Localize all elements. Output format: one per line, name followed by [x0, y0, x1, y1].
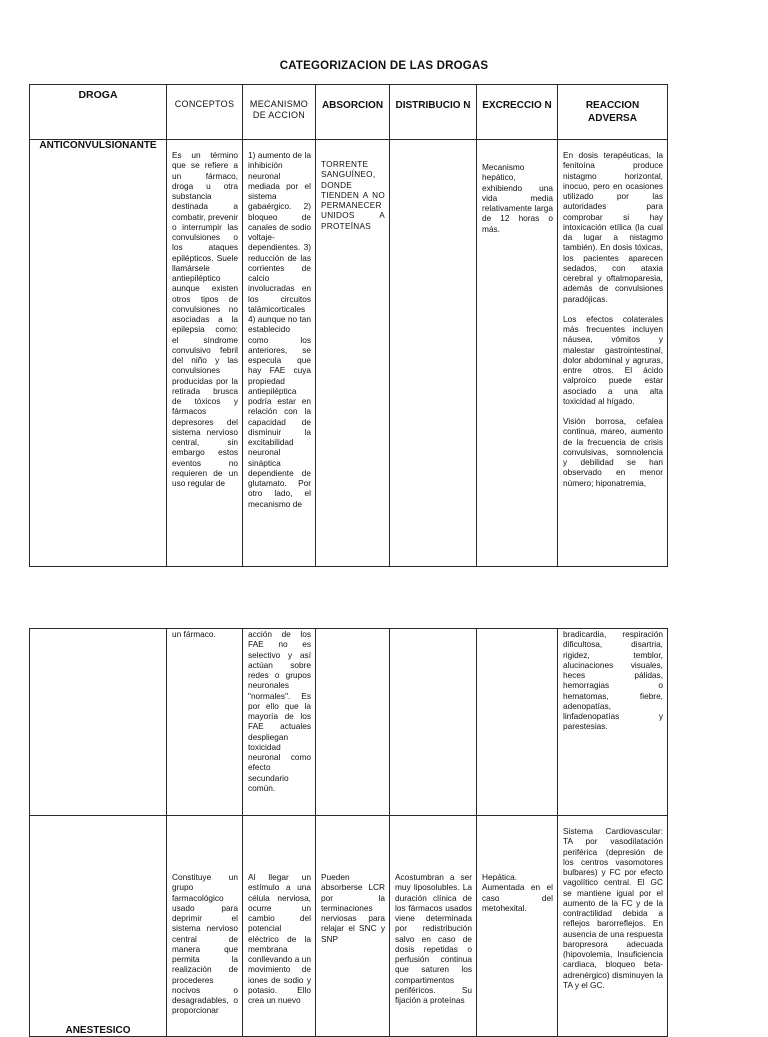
cell-absorcion: TORRENTE SANGUÍNEO, DONDE TIENDEN A NO PERMANECER UNIDOS A PROTEÍNAS — [316, 140, 390, 567]
header-droga: DROGA — [30, 85, 167, 140]
cell-absorcion: Pueden absorberse LCR por la terminaciones nerviosas para relajar el SNC y SNP — [316, 816, 390, 1037]
header-mecanismo: MECANISMO DE ACCION — [243, 85, 316, 140]
cell-conceptos: Constituye un grupo farmacológico usado para deprimir el sistema nervioso central de manera que permita la realización de procederes nocivos o desagradables, o proporcionar — [167, 816, 243, 1037]
cell-conceptos: Es un término que se refiere a un fármaco, droga u otra substancia destinada a combatir, prevenir o interrumpir las convulsiones o los ataques epilépticos. Suele llamársele antiepiléptico aunque existen otros tipos de convulsiones no asociadas a la epilepsia como: el síndrome convulsivo febril del niño y las convulsiones producidas por la retirada brusca de tóxicos y fármacos depresores del sistema nervioso central, sin embargo estos eventos no requieren de un uso regular de — [167, 140, 243, 567]
cell-conceptos: un fármaco. — [167, 629, 243, 816]
reaccion-paragraph: Los efectos colaterales más frecuentes incluyen náusea, vómitos y malestar gastrointestinal, dolor abdominal y agruras, entre otros. El ácido valproico puede estar asociado a una alta toxicidad al hígado. — [563, 313, 663, 406]
header-conceptos: CONCEPTOS — [167, 85, 243, 140]
table-row-anestesico — [30, 816, 668, 1037]
drug-name-anestesico: ANESTESICO — [30, 816, 167, 1037]
cell-excrecion: Mecanismo hepático, exhibiendo una vida media relativamente larga de 12 horas o más. — [477, 140, 558, 567]
drug-name-anticonvulsionante: ANTICONVULSIONANTE — [30, 140, 167, 567]
cell-distribucion — [390, 629, 477, 816]
cell-distribucion — [390, 140, 477, 567]
table-row-anticonvulsionante — [30, 140, 668, 567]
cell-reaccion: bradicardia, respiración dificultosa, disartria, rigidez, temblor, alucinaciones visuales, heces pálidas, hemorragias o hematomas, fiebre, adenopatías, linfadenopatías y parestesias. — [558, 629, 668, 816]
cell-mecanismo: acción de los FAE no es selectivo y así actúan sobre redes o grupos neuronales "normales". Es por ello que la mayoría de los FAE actuales despliegan toxicidad neuronal como efecto secundario común. — [243, 629, 316, 816]
cell-mecanismo: Al llegar un estímulo a una célula nerviosa, ocurre un cambio del potencial eléctrico de la membrana conllevando a un movimiento de iones de sodio y potasio. Ello crea un nuevo — [243, 816, 316, 1037]
drug-table-part-2 — [29, 628, 668, 1037]
drug-name-empty — [30, 629, 167, 816]
header-distribucion: DISTRIBUCIO N — [390, 85, 477, 140]
cell-mecanismo: 1) aumento de la inhibición neuronal mediada por el sistema gabaérgico. 2) bloqueo de canales de sodio voltaje-dependientes. 3) reducción de las corrientes de calcio involucradas en los circuitos talámicorticales 4) aunque no tan establecido como los anteriores, se especula que hay FAE cuya propiedad antiepiléptica podría estar en relación con la capacidad de disminuir la excitabilidad neuronal sináptica dependiente de glutamato. Por otro lado, el mecanismo de — [243, 140, 316, 567]
table-row-anticonvulsionante-cont — [30, 629, 668, 816]
cell-excrecion: Hepática. Aumentada en el caso del metohexital. — [477, 816, 558, 1037]
header-reaccion: REACCION ADVERSA — [558, 85, 668, 140]
cell-absorcion — [316, 629, 390, 816]
cell-distribucion: Acostumbran a ser muy liposolubles. La duración clínica de los fármacos usados viene determinada por redistribución salvo en caso de dosis repetidas o perfusión continua que saturen los compartimentos periféricos. Su fijación a proteínas — [390, 816, 477, 1037]
reaccion-paragraph: En dosis terapéuticas, la fenitoína produce nistagmo horizontal, inocuo, pero en ocasiones utilizado por las autoridades para comprobar si hay intoxicación etílica (la cual da lugar a nistagmo también). En dosis tóxicas, los pacientes aparecen sedados, con ataxia cerebral y oftalmoparesia, además de convulsiones paradójicas. — [563, 150, 663, 304]
reaccion-paragraph: Visión borrosa, cefalea continua, mareo, aumento de la frecuencia de crisis convulsivas, somnolencia y debilidad se han observado en menor número; hiponatremia, — [563, 416, 663, 488]
cell-reaccion — [558, 140, 668, 567]
page-title: CATEGORIZACION DE LAS DROGAS — [279, 60, 489, 72]
header-absorcion: ABSORCION — [316, 85, 390, 140]
cell-excrecion — [477, 629, 558, 816]
cell-reaccion: Sistema Cardiovascular: TA por vasodilatación periférica (depresión de los centros vasomotores bulbares) y FC por efecto vagolítico central. El GC se mantiene igual por el aumento de la FC y de la contractilidad debida a reflejos barorreflejos. En ausencia de una respuesta baropresora adecuada (hipovolemia, Insuficiencia cardiaca, bloqueo beta-adrenérgico) disminuyen la TA y el GC. — [558, 816, 668, 1037]
header-excrecion: EXCRECCIO N — [477, 85, 558, 140]
drug-table-part-1 — [29, 84, 668, 567]
